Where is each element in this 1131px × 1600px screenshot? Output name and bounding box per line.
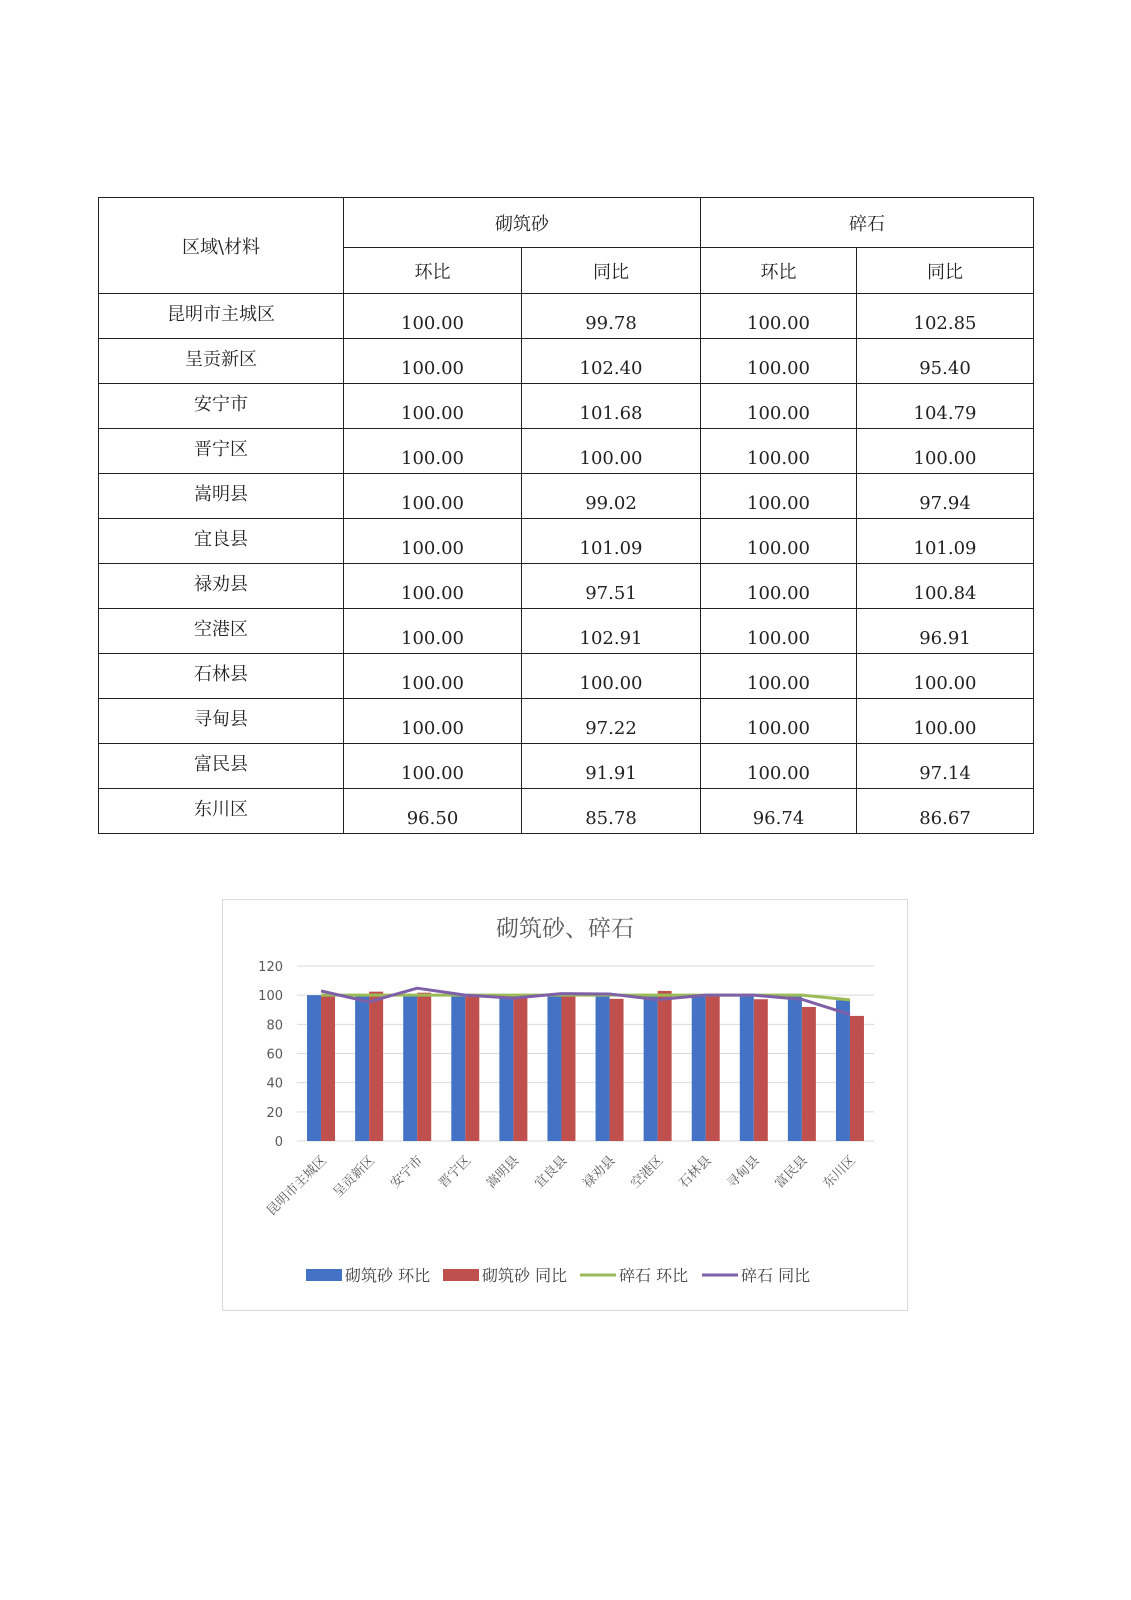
x-tick-label: 昆明市主城区 xyxy=(264,1153,330,1219)
value-cell: 100.00 xyxy=(344,519,522,564)
bar-masonry-sand-mom xyxy=(355,995,369,1141)
y-tick-label: 80 xyxy=(266,1018,283,1034)
table-row xyxy=(99,294,1034,339)
bar-masonry-sand-yoy xyxy=(850,1016,864,1141)
value-cell: 100.00 xyxy=(701,474,857,519)
value-cell: 104.79 xyxy=(857,384,1034,429)
sub-header: 环比 xyxy=(344,248,522,294)
combo-chart xyxy=(223,900,907,1310)
value-cell: 100.00 xyxy=(522,429,701,474)
chart-container xyxy=(222,899,908,1311)
value-cell: 97.51 xyxy=(522,564,701,609)
x-tick-label: 寻甸县 xyxy=(724,1153,763,1192)
bar-masonry-sand-mom xyxy=(644,995,658,1141)
value-cell: 100.84 xyxy=(857,564,1034,609)
y-tick-label: 20 xyxy=(266,1105,283,1121)
value-cell: 100.00 xyxy=(344,294,522,339)
table-row xyxy=(99,519,1034,564)
x-tick-label: 宜良县 xyxy=(532,1153,571,1192)
bar-masonry-sand-yoy xyxy=(561,994,575,1141)
value-cell: 95.40 xyxy=(857,339,1034,384)
value-cell: 100.00 xyxy=(857,429,1034,474)
region-cell: 石林县 xyxy=(99,654,344,699)
value-cell: 100.00 xyxy=(701,429,857,474)
table-row xyxy=(99,564,1034,609)
value-cell: 100.00 xyxy=(344,384,522,429)
region-cell: 嵩明县 xyxy=(99,474,344,519)
region-cell: 安宁市 xyxy=(99,384,344,429)
value-cell: 86.67 xyxy=(857,789,1034,834)
sub-header: 环比 xyxy=(701,248,857,294)
y-tick-label: 40 xyxy=(266,1076,283,1092)
line-gravel-yoy xyxy=(321,988,850,1014)
bar-masonry-sand-mom xyxy=(692,995,706,1141)
bar-masonry-sand-mom xyxy=(403,995,417,1141)
y-tick-label: 120 xyxy=(258,960,283,975)
legend-label: 碎石 环比 xyxy=(619,1266,689,1285)
legend-label: 碎石 同比 xyxy=(741,1266,811,1285)
table-row xyxy=(99,384,1034,429)
y-tick-label: 100 xyxy=(258,989,283,1005)
y-tick-label: 60 xyxy=(266,1047,283,1063)
x-tick-label: 东川区 xyxy=(820,1153,859,1192)
table-row xyxy=(99,429,1034,474)
bar-masonry-sand-mom xyxy=(740,995,754,1141)
value-cell: 102.85 xyxy=(857,294,1034,339)
bar-masonry-sand-yoy xyxy=(658,991,672,1141)
value-cell: 100.00 xyxy=(701,519,857,564)
region-cell: 富民县 xyxy=(99,744,344,789)
x-tick-label: 石林县 xyxy=(676,1153,715,1192)
bar-masonry-sand-yoy xyxy=(513,997,527,1141)
region-cell: 东川区 xyxy=(99,789,344,834)
value-cell: 91.91 xyxy=(522,744,701,789)
value-cell: 96.91 xyxy=(857,609,1034,654)
region-cell: 晋宁区 xyxy=(99,429,344,474)
value-cell: 100.00 xyxy=(344,339,522,384)
table-row xyxy=(99,789,1034,834)
region-cell: 昆明市主城区 xyxy=(99,294,344,339)
bar-masonry-sand-mom xyxy=(499,995,513,1141)
value-cell: 100.00 xyxy=(344,744,522,789)
legend-label: 砌筑砂 环比 xyxy=(345,1266,431,1285)
value-cell: 100.00 xyxy=(344,654,522,699)
value-cell: 100.00 xyxy=(701,564,857,609)
x-tick-label: 安宁市 xyxy=(387,1153,427,1192)
value-cell: 100.00 xyxy=(857,699,1034,744)
bar-masonry-sand-mom xyxy=(547,995,561,1141)
bar-masonry-sand-yoy xyxy=(706,995,720,1141)
value-cell: 101.09 xyxy=(522,519,701,564)
value-cell: 100.00 xyxy=(344,699,522,744)
bar-masonry-sand-yoy xyxy=(610,999,624,1141)
value-cell: 100.00 xyxy=(344,564,522,609)
sub-header: 同比 xyxy=(522,248,701,294)
bar-masonry-sand-yoy xyxy=(321,995,335,1141)
table-row xyxy=(99,654,1034,699)
x-tick-label: 晋宁区 xyxy=(435,1153,475,1192)
region-cell: 禄劝县 xyxy=(99,564,344,609)
region-cell: 呈贡新区 xyxy=(99,339,344,384)
value-cell: 97.22 xyxy=(522,699,701,744)
bar-masonry-sand-yoy xyxy=(465,995,479,1141)
bar-masonry-sand-mom xyxy=(307,995,321,1141)
region-cell: 宜良县 xyxy=(99,519,344,564)
value-cell: 102.40 xyxy=(522,339,701,384)
bar-masonry-sand-mom xyxy=(836,1000,850,1141)
group-header-gravel: 碎石 xyxy=(701,198,1034,248)
value-cell: 97.14 xyxy=(857,744,1034,789)
corner-header: 区域\材料 xyxy=(99,198,344,294)
table-row xyxy=(99,474,1034,519)
value-cell: 100.00 xyxy=(701,699,857,744)
group-header-masonry-sand: 砌筑砂 xyxy=(344,198,701,248)
y-tick-label: 0 xyxy=(274,1135,283,1150)
sub-header: 同比 xyxy=(857,248,1034,294)
region-cell: 寻甸县 xyxy=(99,699,344,744)
value-cell: 100.00 xyxy=(344,474,522,519)
value-cell: 99.02 xyxy=(522,474,701,519)
bar-masonry-sand-yoy xyxy=(417,993,431,1141)
bar-masonry-sand-yoy xyxy=(369,992,383,1141)
bar-masonry-sand-yoy xyxy=(754,999,768,1141)
value-cell: 100.00 xyxy=(701,294,857,339)
value-cell: 100.00 xyxy=(701,384,857,429)
chart-title: 砌筑砂、碎石 xyxy=(496,916,634,942)
table-row xyxy=(99,339,1034,384)
value-cell: 99.78 xyxy=(522,294,701,339)
value-cell: 101.68 xyxy=(522,384,701,429)
value-cell: 101.09 xyxy=(857,519,1034,564)
x-tick-label: 禄劝县 xyxy=(580,1153,619,1192)
legend-label: 砌筑砂 同比 xyxy=(482,1266,568,1285)
x-tick-label: 空港区 xyxy=(628,1153,667,1192)
value-cell: 100.00 xyxy=(344,609,522,654)
x-tick-label: 嵩明县 xyxy=(484,1153,523,1192)
region-cell: 空港区 xyxy=(99,609,344,654)
bar-masonry-sand-mom xyxy=(788,995,802,1141)
value-cell: 100.00 xyxy=(701,654,857,699)
value-cell: 85.78 xyxy=(522,789,701,834)
legend-swatch xyxy=(443,1269,479,1281)
value-cell: 96.50 xyxy=(344,789,522,834)
bar-masonry-sand-mom xyxy=(596,995,610,1141)
table-row xyxy=(99,609,1034,654)
value-cell: 100.00 xyxy=(701,609,857,654)
value-cell: 102.91 xyxy=(522,609,701,654)
value-cell: 96.74 xyxy=(701,789,857,834)
table-row xyxy=(99,699,1034,744)
value-cell: 100.00 xyxy=(857,654,1034,699)
value-cell: 100.00 xyxy=(701,339,857,384)
value-cell: 97.94 xyxy=(857,474,1034,519)
value-cell: 100.00 xyxy=(522,654,701,699)
value-cell: 100.00 xyxy=(701,744,857,789)
x-tick-label: 呈贡新区 xyxy=(330,1153,378,1201)
x-tick-label: 富民县 xyxy=(772,1153,811,1192)
bar-masonry-sand-yoy xyxy=(802,1007,816,1141)
table-row xyxy=(99,744,1034,789)
value-cell: 100.00 xyxy=(344,429,522,474)
price-index-table xyxy=(98,197,1034,834)
bar-masonry-sand-mom xyxy=(451,995,465,1141)
legend-swatch xyxy=(306,1269,342,1281)
